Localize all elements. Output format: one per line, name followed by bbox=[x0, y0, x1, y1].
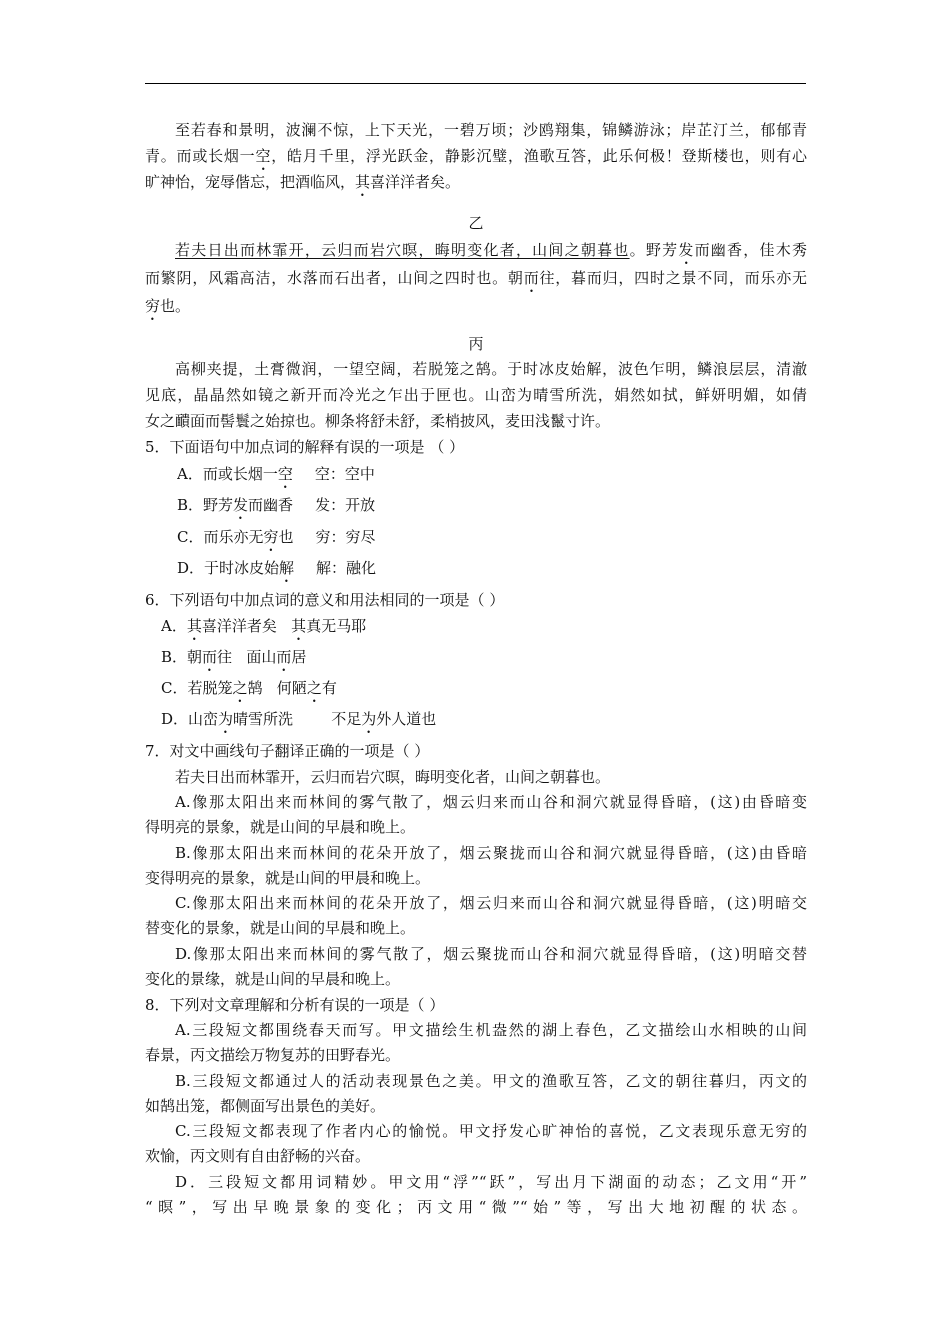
q6-option-a: A．其喜洋洋者矣 其真无马耶 bbox=[161, 617, 367, 635]
q5-stem: 5．下面语句中加点词的解释有误的一项是 （ ） bbox=[145, 438, 465, 456]
q7-option-d-line-2: 变化的景缘，就是山间的早晨和晚上。 bbox=[145, 970, 401, 988]
q7-option-a-line-1: A.像那太阳出来而林间的雾气散了，烟云归来而山谷和洞穴就显得昏暗，(这)由昏暗变 bbox=[175, 793, 807, 811]
q8-option-b-line-1: B.三段短文都通过人的活动表现景色之美。甲文的渔歌互答，乙文的朝往暮归，丙文的 bbox=[175, 1072, 807, 1090]
q8-option-c-line-2: 欢愉，丙文则有自由舒畅的兴奋。 bbox=[145, 1147, 371, 1165]
q7-option-c-line-2: 替变化的景象，就是山间的早晨和晚上。 bbox=[145, 919, 416, 937]
q5-option-b: B．野芳发而幽香 发：开放 bbox=[177, 496, 376, 514]
passage-jia-line-2: 青。而或长烟一空，皓月千里，浮光跃金，静影沉璧，渔歌互答，此乐何极！登斯楼也，则有心 bbox=[145, 147, 807, 165]
q5-option-c: C．而乐亦无穷也 穷：穷尽 bbox=[177, 528, 376, 546]
q7-option-a-line-2: 得明亮的景象，就是山间的早晨和晚上。 bbox=[145, 818, 416, 836]
q6-option-b: B．朝而往 面山而居 bbox=[161, 648, 307, 666]
q8-option-a-line-1: A.三段短文都围绕春天而写。甲文描绘生机盎然的湖上春色，乙文描绘山水相映的山间 bbox=[175, 1021, 807, 1039]
q8-option-b-line-2: 如鹄出笼，都侧面写出景色的美好。 bbox=[145, 1097, 386, 1115]
q8-option-a-line-2: 春景，丙文描绘万物复苏的田野春光。 bbox=[145, 1046, 401, 1064]
q8-stem: 8．下列对文章理解和分析有误的一项是（ ） bbox=[145, 996, 445, 1014]
q6-option-c: C．若脱笼之鹄 何陋之有 bbox=[161, 679, 337, 697]
q5-option-a: A．而或长烟一空 空：空中 bbox=[177, 465, 375, 483]
q7-sentence: 若夫日出而林霏开，云归而岩穴暝，晦明变化者，山间之朝暮也。 bbox=[175, 768, 611, 786]
passage-bing-heading: 丙 bbox=[468, 335, 484, 353]
q7-option-b-line-1: B.像那太阳出来而林间的花朵开放了，烟云聚拢而山谷和洞穴就显得昏暗，(这)由昏暗 bbox=[175, 844, 807, 862]
underlined-sentence: 若夫日出而林霏开，云归而岩穴暝，晦明变化者，山间之朝暮也 bbox=[175, 241, 630, 259]
q7-option-c-line-1: C.像那太阳出来而林间的花朵开放了，烟云归来而山谷和洞穴就显得昏暗，(这)明暗交 bbox=[175, 894, 807, 912]
passage-bing-line-1: 高柳夹提，土膏微润，一望空阔，若脱笼之鹄。于时冰皮始解，波色乍明，鳞浪层层，清澈 bbox=[175, 360, 807, 378]
q6-option-d: D．山峦为晴雪所洗 不足为外人道也 bbox=[161, 710, 437, 728]
passage-yi-line-3: 穷也。 bbox=[145, 297, 191, 315]
q8-option-d-line-1: D．三段短文都用词精妙。甲文用“浮”“跃”，写出月下湖面的动态；乙文用“开” bbox=[175, 1173, 807, 1191]
q7-stem: 7．对文中画线句子翻译正确的一项是（ ） bbox=[145, 742, 430, 760]
passage-jia-line-1: 至若春和景明，波澜不惊，上下天光，一碧万顷；沙鸥翔集，锦鳞游泳；岸芷汀兰，郁郁青 bbox=[175, 121, 807, 139]
q8-option-c-line-1: C.三段短文都表现了作者内心的愉悦。甲文抒发心旷神怡的喜悦，乙文表现乐意无穷的 bbox=[175, 1122, 807, 1140]
passage-bing-line-3: 女之靧面而髻鬟之始掠也。柳条将舒未舒，柔梢披风，麦田浅鬣寸许。 bbox=[145, 412, 611, 430]
q7-option-d-line-1: D.像那太阳出来而林间的雾气散了，烟云聚拢而山谷和洞穴就显得昏暗，(这)明暗交替 bbox=[175, 945, 807, 963]
passage-yi-heading: 乙 bbox=[468, 214, 484, 232]
q8-option-d-line-2: “暝”，写出早晚景象的变化；丙文用“微”“始”等，写出大地初醒的状态。 bbox=[145, 1198, 807, 1216]
header-rule bbox=[145, 83, 806, 84]
q6-stem: 6．下列语句中加点词的意义和用法相同的一项是（ ） bbox=[145, 591, 505, 609]
passage-jia-line-3: 旷神怡，宠辱偕忘，把酒临风，其喜洋洋者矣。 bbox=[145, 173, 461, 191]
passage-bing-line-2: 见底，晶晶然如镜之新开而冷光之乍出于匣也。山峦为晴雪所洗，娟然如拭，鲜妍明媚，如倩 bbox=[145, 386, 807, 404]
passage-yi-line-1: 若夫日出而林霏开，云归而岩穴暝，晦明变化者，山间之朝暮也。野芳发而幽香，佳木秀 bbox=[175, 241, 807, 259]
passage-yi-line-2: 而繁阴，风霜高洁，水落而石出者，山间之四时也。朝而往，暮而归，四时之景不同，而乐亦无 bbox=[145, 269, 807, 287]
q7-option-b-line-2: 变得明亮的景象，就是山间的甲晨和晚上。 bbox=[145, 869, 431, 887]
q5-option-d: D．于时冰皮始解 解：融化 bbox=[177, 559, 377, 577]
